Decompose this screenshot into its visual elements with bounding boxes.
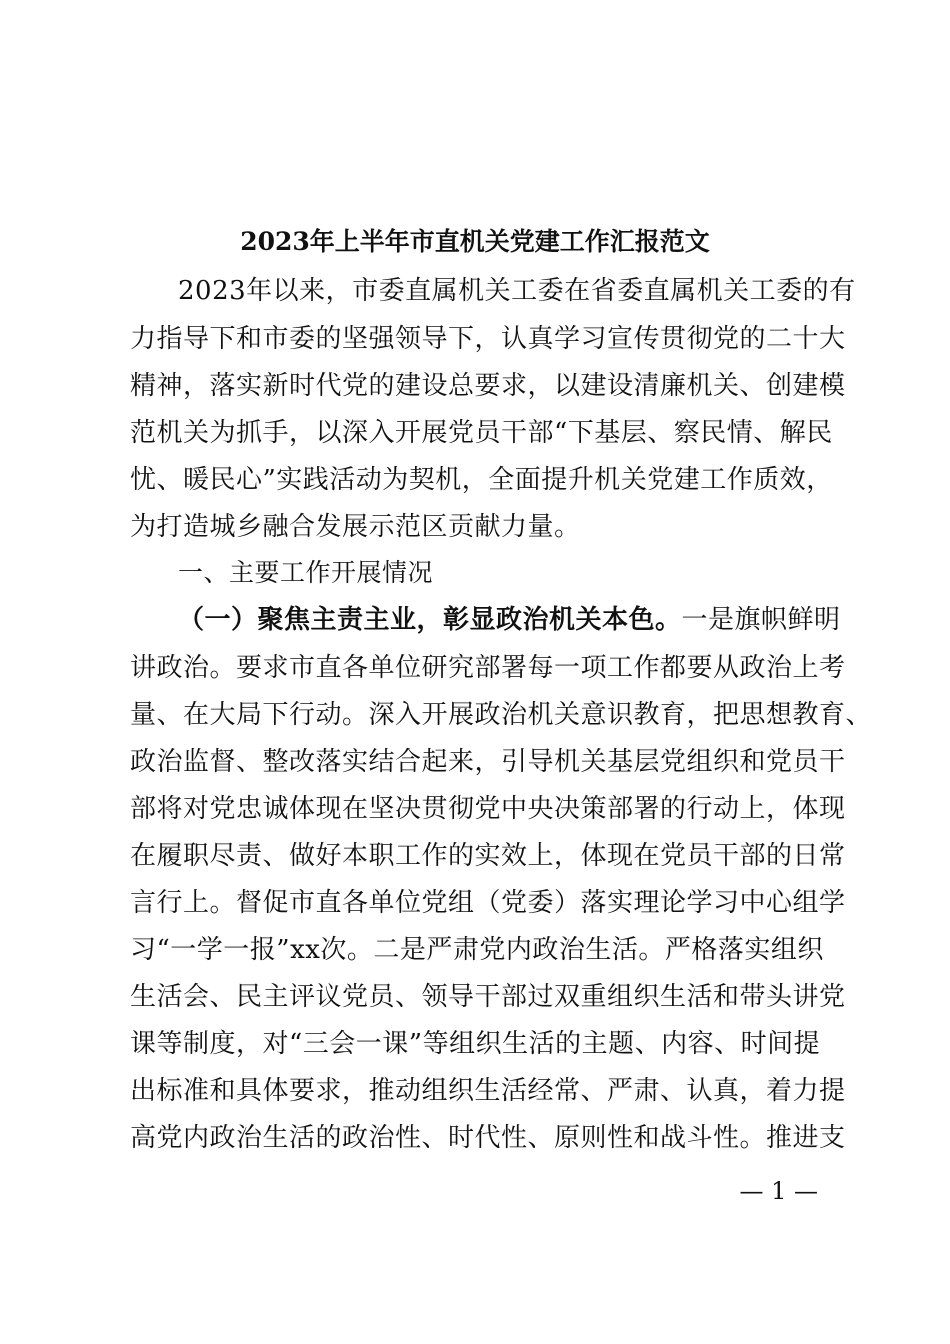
intro-line: 范机关为抓手，以深入开展党员干部“下基层、察民情、解民 bbox=[130, 418, 833, 448]
body-line: 部将对党忠诚体现在坚决贯彻党中央决策部署的行动上，体现 bbox=[130, 794, 846, 824]
body-line: 出标准和具体要求，推动组织生活经常、严肃、认真，着力提 bbox=[130, 1076, 846, 1106]
subsection-first-line-text: 一是旗帜鲜明 bbox=[681, 605, 841, 635]
body-line: 言行上。督促市直各单位党组（党委）落实理论学习中心组学 bbox=[130, 888, 846, 918]
document-title: 2023年上半年市直机关党建工作汇报范文 bbox=[240, 227, 710, 256]
body-line: 生活会、民主评议党员、领导干部过双重组织生活和带头讲党 bbox=[130, 982, 846, 1012]
subsection-first-line bbox=[178, 602, 841, 638]
intro-line: 精神，落实新时代党的建设总要求，以建设清廉机关、创建模 bbox=[130, 371, 846, 401]
intro-line: 忧、暖民心”实践活动为契机，全面提升机关党建工作质效， bbox=[130, 465, 833, 495]
section-heading: 一、主要工作开展情况 bbox=[178, 558, 434, 587]
body-line: 政治监督、整改落实结合起来，引导机关基层党组织和党员干 bbox=[130, 747, 846, 777]
body-line: 习“一学一报”xx次。二是严肃党内政治生活。严格落实组织 bbox=[130, 935, 824, 965]
intro-line: 力指导下和市委的坚强领导下，认真学习宣传贯彻党的二十大 bbox=[130, 324, 846, 354]
body-line: 在履职尽责、做好本职工作的实效上，体现在党员干部的日常 bbox=[130, 841, 846, 871]
subsection-heading: （一）聚焦主责主业，彰显政治机关本色。 bbox=[178, 605, 682, 635]
intro-line: 2023年以来，市委直属机关工委在省委直属机关工委的有 bbox=[178, 276, 856, 306]
body-line: 高党内政治生活的政治性、时代性、原则性和战斗性。推进支 bbox=[130, 1123, 846, 1153]
body-line: 课等制度，对“三会一课”等组织生活的主题、内容、时间提 bbox=[130, 1029, 821, 1059]
intro-line: 为打造城乡融合发展示范区贡献力量。 bbox=[130, 512, 581, 542]
page-number: — 1 — bbox=[739, 1177, 818, 1205]
body-line: 讲政治。要求市直各单位研究部署每一项工作都要从政治上考 bbox=[130, 653, 846, 683]
body-line: 量、在大局下行动。深入开展政治机关意识教育，把思想教育、 bbox=[130, 700, 873, 730]
